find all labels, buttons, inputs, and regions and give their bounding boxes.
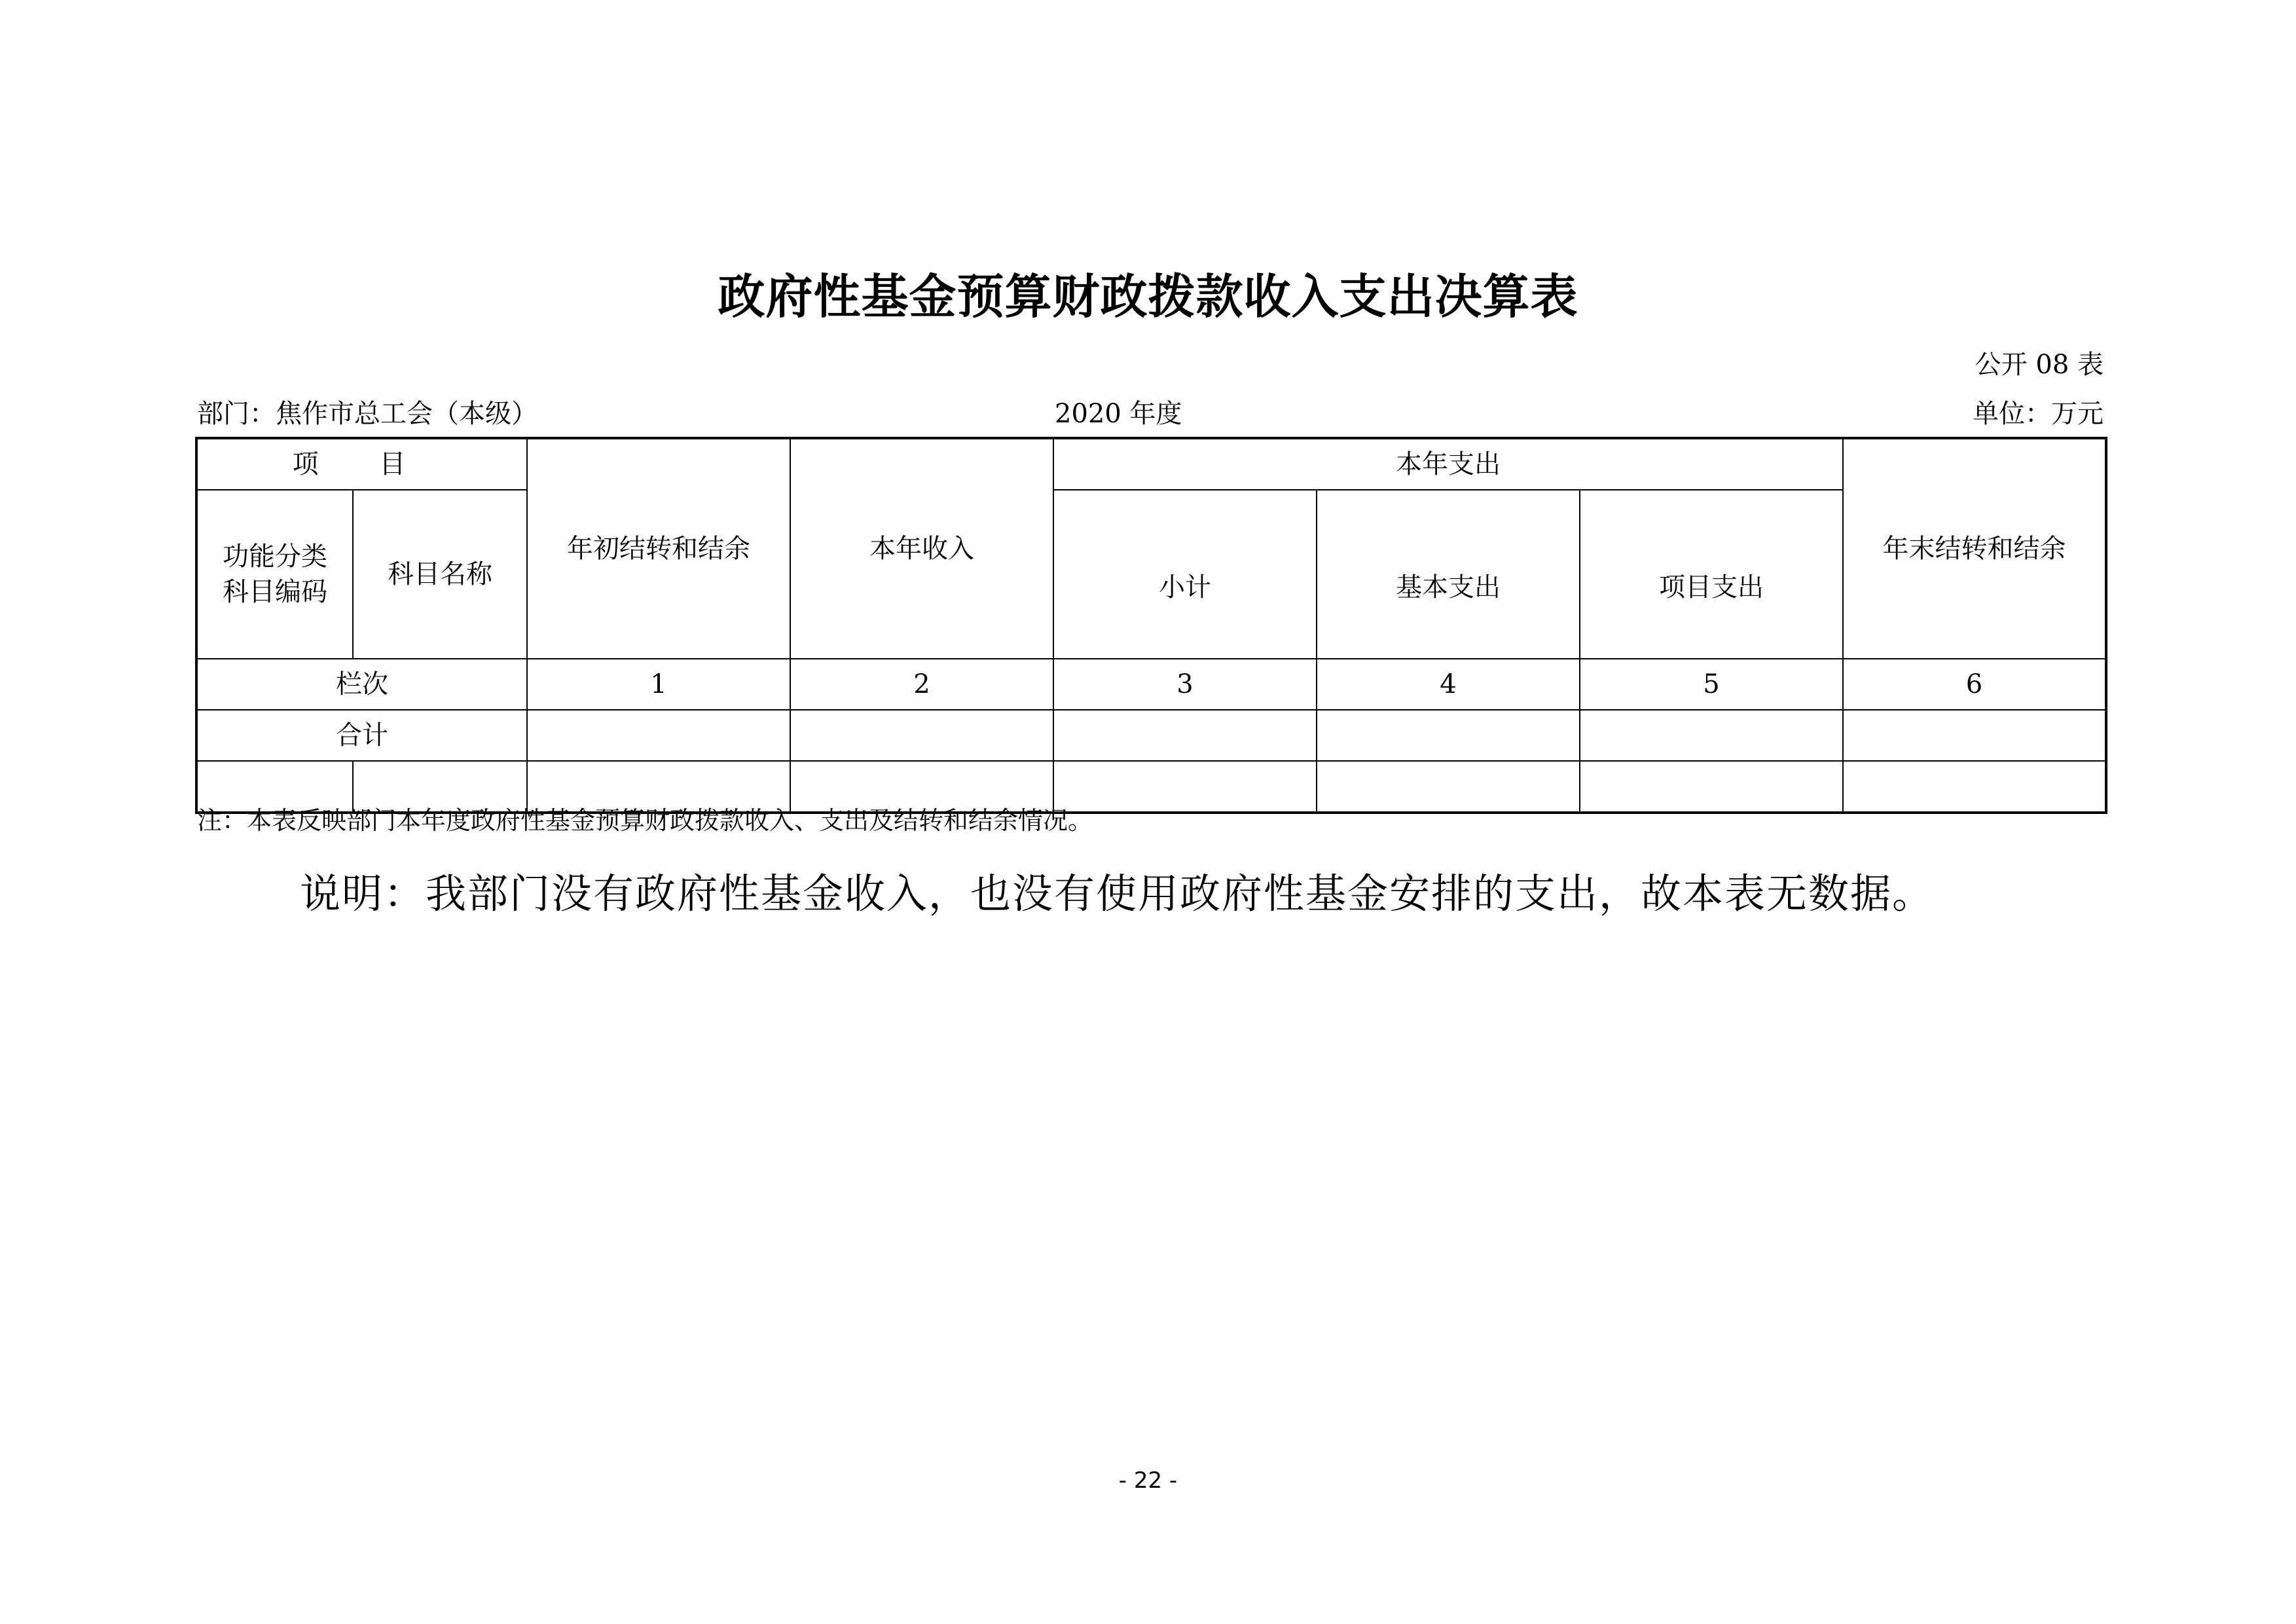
form-number: 公开 08 表 xyxy=(1975,350,2104,380)
table-cell xyxy=(1317,710,1580,761)
table-cell xyxy=(1580,761,1843,813)
header-row-1 xyxy=(196,438,2106,490)
header-subtotal: 小计 xyxy=(1053,490,1317,659)
column-number-row xyxy=(196,659,2106,710)
table-note: 注：本表反映部门本年度政府性基金预算财政拨款收入、支出及结转和结余情况。 xyxy=(197,806,1093,835)
total-label: 合计 xyxy=(196,710,527,761)
budget-table xyxy=(195,437,2107,814)
table-cell xyxy=(1317,761,1580,813)
page-number: - 22 - xyxy=(1118,1467,1178,1494)
header-func-code xyxy=(196,490,353,659)
table-cell xyxy=(1843,761,2106,813)
header-project-exp: 项目支出 xyxy=(1580,490,1843,659)
year-label: 2020 年度 xyxy=(1055,399,1182,429)
header-func-code-text: 功能分类科目编码 xyxy=(223,542,327,607)
page-title: 政府性基金预算财政拨款收入支出决算表 xyxy=(718,269,1578,324)
table-cell xyxy=(1053,710,1317,761)
header-subject-name: 科目名称 xyxy=(353,490,527,659)
column-number-label: 栏次 xyxy=(196,659,527,710)
header-closing-balance: 年末结转和结余 xyxy=(1843,438,2106,659)
table-cell xyxy=(527,710,790,761)
header-basic-exp: 基本支出 xyxy=(1317,490,1580,659)
header-expenditure: 本年支出 xyxy=(1053,438,1843,490)
header-item: 项 目 xyxy=(196,438,527,490)
column-number: 5 xyxy=(1580,659,1843,710)
table-cell xyxy=(1580,710,1843,761)
column-number: 3 xyxy=(1053,659,1317,710)
column-number: 2 xyxy=(790,659,1053,710)
header-opening-balance: 年初结转和结余 xyxy=(527,438,790,659)
department-label: 部门：焦作市总工会（本级） xyxy=(197,399,538,429)
column-number: 4 xyxy=(1317,659,1580,710)
column-number: 1 xyxy=(527,659,790,710)
table-cell xyxy=(1053,761,1317,813)
total-row xyxy=(196,710,2106,761)
meta-row xyxy=(197,393,2104,430)
table-cell xyxy=(1843,710,2106,761)
table-cell xyxy=(790,710,1053,761)
header-row-2 xyxy=(196,490,2106,659)
unit-label: 单位：万元 xyxy=(1973,399,2104,429)
header-income: 本年收入 xyxy=(790,438,1053,659)
description: 说明：我部门没有政府性基金收入，也没有使用政府性基金安排的支出，故本表无数据。 xyxy=(300,870,1935,917)
column-number: 6 xyxy=(1843,659,2106,710)
